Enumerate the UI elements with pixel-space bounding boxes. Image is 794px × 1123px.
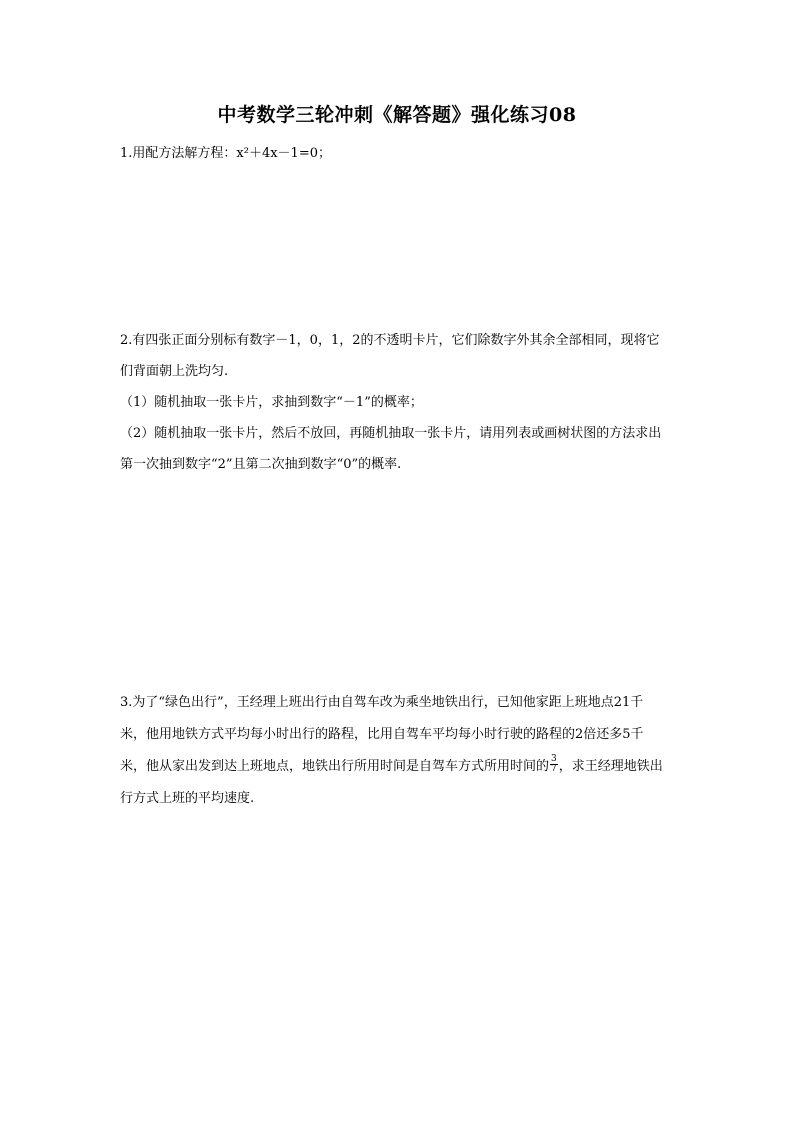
question-3-line-2: 米，他用地铁方式平均每小时出行的路程，比用自驾车平均每小时行驶的路程的2倍还多5千 — [120, 727, 644, 742]
question-3-line-4: 行方式上班的平均速度. — [120, 791, 255, 806]
question-2-part-1: （1）随机抽取一张卡片，求抽到数字“－1”的概率； — [120, 395, 423, 410]
question-2-line-2: 们背面朝上洗均匀. — [120, 364, 229, 379]
question-3-line-3-before: 米，他从家出发到达上班地点，地铁出行所用时间是自驾车方式所用时间的 — [120, 759, 550, 774]
question-3 — [120, 687, 700, 815]
question-2-part-2-line-2: 第一次抽到数字“2”且第二次抽到数字“0”的概率. — [120, 457, 402, 472]
question-3-line-3-after: ，求王经理地铁出 — [558, 759, 663, 774]
question-2 — [120, 325, 700, 480]
question-1 — [120, 140, 700, 168]
document-title: 中考数学三轮冲刺《解答题》强化练习08 — [217, 104, 577, 126]
question-2-line-1: 2.有四张正面分别标有数字－1，0，1，2的不透明卡片，它们除数字外其余全部相同，现将它 — [120, 333, 660, 348]
question-2-part-2-line-1: （2）随机抽取一张卡片，然后不放回，再随机抽取一张卡片，请用列表或画树状图的方法求出 — [120, 426, 662, 441]
fraction — [550, 755, 558, 774]
question-3-line-1: 3.为了“绿色出行”，王经理上班出行由自驾车改为乘坐地铁出行，已知他家距上班地点21千 — [120, 695, 644, 710]
fraction-numerator: 3 — [551, 754, 557, 764]
fraction-denominator: 7 — [551, 764, 557, 774]
question-1-line-1: 1.用配方法解方程：x²＋4x－1=0； — [120, 146, 331, 161]
question-3-line-3 — [120, 751, 700, 783]
